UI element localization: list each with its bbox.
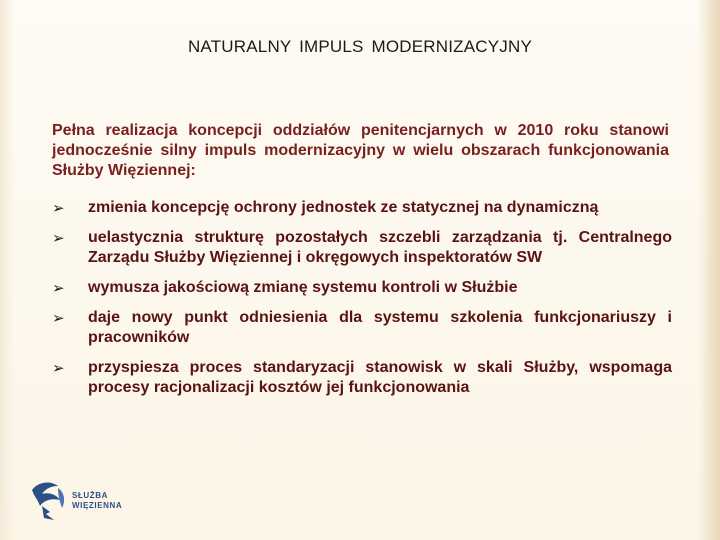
list-item — [52, 278, 672, 298]
list-item-text: zmienia koncepcję ochrony jednostek ze statycznej na dynamiczną — [88, 199, 599, 216]
logo-line-2: WIĘZIENNA — [72, 501, 123, 510]
intro-paragraph: Pełna realizacja koncepcji oddziałów penitencjarnych w 2010 roku stanowi jednocześnie silny impuls modernizacyjny w wielu obszarach funkcjonowania Służby Więziennej: — [52, 122, 669, 179]
list-item-text: przyspiesza proces standaryzacji stanowisk w skali Służby, wspomaga procesy racjonalizacji kosztów jej funkcjonowania — [88, 359, 672, 396]
arrow-bullet-icon: ➢ — [52, 279, 65, 297]
list-item — [52, 198, 672, 218]
logo-line-1: SŁUŻBA — [72, 491, 109, 500]
eagle-logo-icon — [28, 476, 70, 526]
arrow-bullet-icon: ➢ — [52, 359, 65, 377]
logo-text — [72, 491, 122, 511]
arrow-bullet-icon: ➢ — [52, 229, 65, 247]
slide-title: NATURALNY IMPULS MODERNIZACYJNY — [187, 37, 533, 56]
bullet-list — [52, 198, 672, 408]
list-item-text: uelastycznia strukturę pozostałych szczebli zarządzania tj. Centralnego Zarządu Służby Więziennej i okręgowych inspektoratów SW — [88, 229, 672, 266]
list-item-text: daje nowy punkt odniesienia dla systemu szkolenia funkcjonariuszy i pracowników — [88, 309, 672, 346]
sluzba-wiezienna-logo — [28, 476, 158, 526]
arrow-bullet-icon: ➢ — [52, 309, 65, 327]
list-item — [52, 358, 672, 398]
list-item-text: wymusza jakościową zmianę systemu kontroli w Służbie — [88, 279, 518, 296]
right-edge-shading — [698, 0, 720, 540]
left-edge-shading — [0, 0, 14, 540]
arrow-bullet-icon: ➢ — [52, 199, 65, 217]
list-item — [52, 228, 672, 268]
list-item — [52, 308, 672, 348]
